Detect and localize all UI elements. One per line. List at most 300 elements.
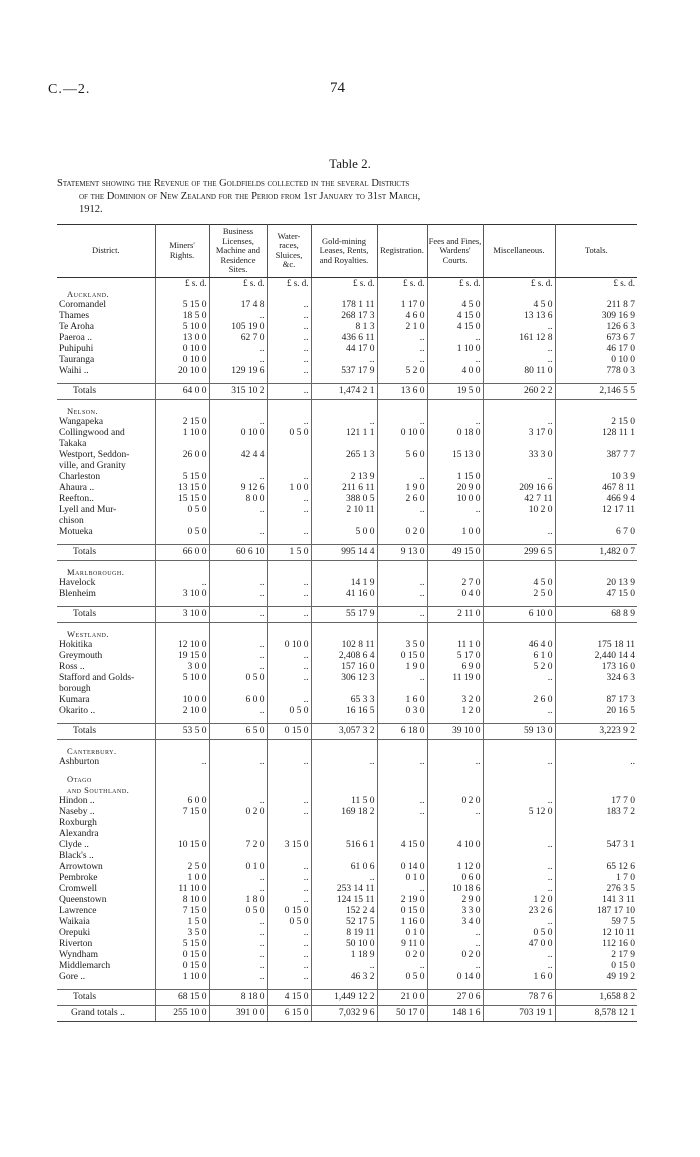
- row-label: Lawrence: [59, 905, 97, 916]
- table-row: [57, 673, 637, 684]
- value-cell: ..: [427, 333, 483, 344]
- row-label: Takaka: [59, 438, 87, 449]
- table-row: [57, 494, 637, 505]
- value-cell: 18 5 0: [155, 311, 209, 322]
- unit-label: £ s. d.: [267, 277, 311, 289]
- value-cell: ..: [483, 472, 555, 483]
- value-cell: 13 13 6: [483, 311, 555, 322]
- row-label: Orepuki: [59, 927, 91, 938]
- value-cell: [155, 851, 209, 862]
- value-cell: 0 15 0: [377, 906, 427, 917]
- value-cell: 124 15 11: [311, 895, 377, 906]
- value-cell: ..: [267, 862, 311, 873]
- value-cell: 0 1 0: [377, 873, 427, 884]
- value-cell: 0 5 0: [209, 906, 267, 917]
- totals-row: [57, 723, 637, 739]
- table-row: [57, 807, 637, 818]
- value-cell: [483, 629, 555, 640]
- row-label: Thames: [59, 310, 90, 321]
- table-row: [57, 428, 637, 439]
- row-label: Cromwell: [59, 883, 97, 894]
- value-cell: ..: [267, 333, 311, 344]
- page-number: 74: [330, 80, 345, 96]
- value-cell: ..: [267, 796, 311, 807]
- value-cell: 0 18 0: [427, 428, 483, 439]
- district-heading-row: [57, 289, 637, 300]
- value-cell: 5 6 0: [377, 450, 427, 461]
- district-heading: Otago: [67, 773, 92, 784]
- value-cell: ..: [209, 344, 267, 355]
- value-cell: [555, 746, 637, 757]
- value-cell: 2 5 0: [155, 862, 209, 873]
- col-totals: Totals.: [555, 225, 637, 278]
- row-label: Ahaura ..: [59, 482, 95, 493]
- value-cell: 0 1 0: [209, 862, 267, 873]
- value-cell: ..: [427, 928, 483, 939]
- value-cell: 309 16 9: [555, 311, 637, 322]
- value-cell: 21 0 0: [377, 989, 427, 1005]
- row-label: Black's ..: [59, 850, 94, 861]
- value-cell: 1 6 0: [483, 972, 555, 983]
- value-cell: 6 18 0: [377, 723, 427, 739]
- value-cell: 1 5 0: [267, 544, 311, 560]
- row-label: Te Aroha: [59, 321, 94, 332]
- value-cell: ..: [377, 606, 427, 622]
- value-cell: ..: [209, 311, 267, 322]
- value-cell: 1 17 0: [377, 300, 427, 311]
- value-cell: 80 11 0: [483, 366, 555, 377]
- value-cell: 5 0 0: [311, 527, 377, 538]
- table-row: [57, 578, 637, 589]
- value-cell: ..: [209, 928, 267, 939]
- table-row: [57, 322, 637, 333]
- table-row: [57, 840, 637, 851]
- value-cell: ..: [483, 344, 555, 355]
- value-cell: [427, 785, 483, 796]
- value-cell: ..: [267, 673, 311, 684]
- value-cell: ..: [267, 662, 311, 673]
- value-cell: 9 13 0: [377, 544, 427, 560]
- value-cell: ..: [209, 606, 267, 622]
- row-label: Arrowtown: [59, 861, 103, 872]
- value-cell: [427, 567, 483, 578]
- table-row: [57, 757, 637, 768]
- value-cell: ..: [267, 311, 311, 322]
- value-cell: 2 15 0: [155, 417, 209, 428]
- value-cell: 324 6 3: [555, 673, 637, 684]
- value-cell: [377, 406, 427, 417]
- value-cell: 0 15 0: [267, 906, 311, 917]
- value-cell: 2,440 14 4: [555, 651, 637, 662]
- value-cell: [155, 629, 209, 640]
- value-cell: ..: [483, 527, 555, 538]
- row-label: Pembroke: [59, 872, 98, 883]
- value-cell: [427, 818, 483, 829]
- value-cell: 53 5 0: [155, 723, 209, 739]
- value-cell: 47 15 0: [555, 589, 637, 600]
- value-cell: [483, 684, 555, 695]
- value-cell: 49 19 2: [555, 972, 637, 983]
- value-cell: ..: [483, 355, 555, 366]
- value-cell: [267, 516, 311, 527]
- row-label: Hindon ..: [59, 795, 95, 806]
- value-cell: ..: [155, 757, 209, 768]
- value-cell: 778 0 3: [555, 366, 637, 377]
- value-cell: 11 1 0: [427, 640, 483, 651]
- value-cell: 60 6 10: [209, 544, 267, 560]
- row-label: Gore ..: [59, 971, 86, 982]
- value-cell: 4 6 0: [377, 311, 427, 322]
- district-heading: Marlborough.: [67, 566, 125, 577]
- value-cell: [267, 818, 311, 829]
- value-cell: 1 0 0: [155, 873, 209, 884]
- value-cell: 141 3 11: [555, 895, 637, 906]
- value-cell: ..: [377, 807, 427, 818]
- value-cell: ..: [483, 961, 555, 972]
- value-cell: [267, 289, 311, 300]
- value-cell: ..: [377, 673, 427, 684]
- unit-label: £ s. d.: [155, 277, 209, 289]
- value-cell: [209, 851, 267, 862]
- table-row: [57, 483, 637, 494]
- value-cell: 1,482 0 7: [555, 544, 637, 560]
- table-row: [57, 461, 637, 472]
- value-cell: 2 19 0: [377, 895, 427, 906]
- value-cell: ..: [311, 757, 377, 768]
- district-heading-row: [57, 567, 637, 578]
- value-cell: 187 17 10: [555, 906, 637, 917]
- value-cell: [155, 406, 209, 417]
- value-cell: 11 19 0: [427, 673, 483, 684]
- value-cell: 64 0 0: [155, 383, 209, 399]
- value-cell: 3 10 0: [155, 589, 209, 600]
- value-cell: 4 15 0: [377, 840, 427, 851]
- value-cell: 5 15 0: [155, 939, 209, 950]
- value-cell: ..: [209, 950, 267, 961]
- value-cell: 1 7 0: [555, 873, 637, 884]
- value-cell: 1 10 0: [155, 972, 209, 983]
- value-cell: ..: [267, 472, 311, 483]
- units-spacer: [57, 277, 155, 289]
- table-row: [57, 344, 637, 355]
- table-row: [57, 895, 637, 906]
- value-cell: 1,449 12 2: [311, 989, 377, 1005]
- value-cell: 61 0 6: [311, 862, 377, 873]
- value-cell: 5 10 0: [155, 322, 209, 333]
- table-row: [57, 695, 637, 706]
- row-label: Totals: [57, 989, 155, 1005]
- value-cell: [267, 567, 311, 578]
- value-cell: [555, 516, 637, 527]
- value-cell: 15 15 0: [155, 494, 209, 505]
- value-cell: 126 6 3: [555, 322, 637, 333]
- row-label: Totals: [57, 544, 155, 560]
- table-row: [57, 961, 637, 972]
- row-label: chison: [59, 515, 84, 526]
- value-cell: ..: [483, 706, 555, 717]
- district-heading: and Southland.: [67, 784, 130, 795]
- value-cell: 253 14 11: [311, 884, 377, 895]
- row-label: Riverton: [59, 938, 93, 949]
- row-label: Wyndham: [59, 949, 99, 960]
- row-label: Alexandra: [59, 828, 99, 839]
- value-cell: [311, 406, 377, 417]
- value-cell: 0 10 0: [555, 355, 637, 366]
- value-cell: [427, 774, 483, 785]
- value-cell: ..: [267, 494, 311, 505]
- value-cell: [377, 785, 427, 796]
- col-fees-fines: Fees and Fines, Wardens' Courts.: [427, 225, 483, 278]
- value-cell: ..: [267, 651, 311, 662]
- value-cell: 20 13 9: [555, 578, 637, 589]
- value-cell: 50 10 0: [311, 939, 377, 950]
- unit-label: £ s. d.: [377, 277, 427, 289]
- value-cell: 2 17 9: [555, 950, 637, 961]
- value-cell: [209, 567, 267, 578]
- value-cell: ..: [155, 578, 209, 589]
- value-cell: 0 14 0: [427, 972, 483, 983]
- value-cell: 65 12 6: [555, 862, 637, 873]
- value-cell: 78 7 6: [483, 989, 555, 1005]
- value-cell: ..: [209, 961, 267, 972]
- value-cell: 3 2 0: [427, 695, 483, 706]
- value-cell: 68 15 0: [155, 989, 209, 1005]
- value-cell: 3 17 0: [483, 428, 555, 439]
- value-cell: [483, 439, 555, 450]
- value-cell: [427, 289, 483, 300]
- value-cell: [555, 818, 637, 829]
- value-cell: 1 15 0: [427, 472, 483, 483]
- value-cell: [209, 629, 267, 640]
- table-row: [57, 300, 637, 311]
- value-cell: ..: [377, 589, 427, 600]
- value-cell: 2 10 11: [311, 505, 377, 516]
- table-row: [57, 311, 637, 322]
- value-cell: 211 8 7: [555, 300, 637, 311]
- value-cell: 0 15 0: [155, 961, 209, 972]
- value-cell: 6 7 0: [555, 527, 637, 538]
- district-heading: Nelson.: [67, 405, 99, 416]
- value-cell: [555, 406, 637, 417]
- value-cell: 211 6 11: [311, 483, 377, 494]
- value-cell: [209, 684, 267, 695]
- value-cell: [209, 516, 267, 527]
- value-cell: ..: [209, 472, 267, 483]
- value-cell: 65 3 3: [311, 695, 377, 706]
- table-row: [57, 472, 637, 483]
- value-cell: 4 15 0: [427, 322, 483, 333]
- value-cell: ..: [209, 527, 267, 538]
- value-cell: 12 10 11: [555, 928, 637, 939]
- value-cell: [155, 461, 209, 472]
- value-cell: 1 6 0: [377, 695, 427, 706]
- value-cell: 4 0 0: [427, 366, 483, 377]
- table-row: [57, 439, 637, 450]
- value-cell: [377, 746, 427, 757]
- district-heading-row: [57, 406, 637, 417]
- value-cell: 3 10 0: [155, 606, 209, 622]
- table-row: [57, 862, 637, 873]
- column-header-row: [57, 225, 637, 278]
- value-cell: 5 15 0: [155, 300, 209, 311]
- value-cell: 0 5 0: [483, 928, 555, 939]
- value-cell: ..: [267, 939, 311, 950]
- value-cell: 0 15 0: [267, 723, 311, 739]
- value-cell: 14 1 9: [311, 578, 377, 589]
- table-row: [57, 917, 637, 928]
- table-row: [57, 333, 637, 344]
- value-cell: 5 17 0: [427, 651, 483, 662]
- value-cell: [377, 851, 427, 862]
- value-cell: [483, 851, 555, 862]
- value-cell: 2 13 9: [311, 472, 377, 483]
- table-row: [57, 818, 637, 829]
- statement-line-3: 1912.: [79, 204, 103, 215]
- value-cell: 17 7 0: [555, 796, 637, 807]
- col-business-licenses: Business Licenses, Machine and Residence Sites.: [209, 225, 267, 278]
- value-cell: ..: [377, 472, 427, 483]
- revenue-table: [57, 224, 637, 1022]
- value-cell: ..: [209, 578, 267, 589]
- row-label: Middlemarch: [59, 960, 111, 971]
- value-cell: 148 1 6: [427, 1005, 483, 1021]
- value-cell: ..: [209, 640, 267, 651]
- value-cell: ..: [267, 895, 311, 906]
- row-label: Tauranga: [59, 354, 95, 365]
- value-cell: 5 15 0: [155, 472, 209, 483]
- value-cell: 173 16 0: [555, 662, 637, 673]
- value-cell: 0 1 0: [377, 928, 427, 939]
- value-cell: 39 10 0: [427, 723, 483, 739]
- value-cell: [555, 439, 637, 450]
- value-cell: [555, 567, 637, 578]
- value-cell: 9 11 0: [377, 939, 427, 950]
- value-cell: [267, 450, 311, 461]
- value-cell: 112 16 0: [555, 939, 637, 950]
- value-cell: ..: [483, 917, 555, 928]
- grand-totals-row: [57, 1005, 637, 1021]
- value-cell: 47 0 0: [483, 939, 555, 950]
- value-cell: [267, 439, 311, 450]
- value-cell: 68 8 9: [555, 606, 637, 622]
- value-cell: 2 6 0: [483, 695, 555, 706]
- value-cell: 6 0 0: [155, 796, 209, 807]
- value-cell: 2 5 0: [483, 589, 555, 600]
- value-cell: [267, 851, 311, 862]
- value-cell: 0 2 0: [427, 796, 483, 807]
- value-cell: 3 0 0: [155, 662, 209, 673]
- value-cell: 547 3 1: [555, 840, 637, 851]
- table-body: [57, 277, 637, 1021]
- value-cell: 1 18 9: [311, 950, 377, 961]
- value-cell: 12 17 11: [555, 505, 637, 516]
- value-cell: 1 9 0: [377, 662, 427, 673]
- units-row: [57, 277, 637, 289]
- value-cell: ..: [267, 695, 311, 706]
- value-cell: ..: [267, 807, 311, 818]
- col-water-races: Water-races, Sluices, &c.: [267, 225, 311, 278]
- value-cell: ..: [209, 757, 267, 768]
- value-cell: [555, 289, 637, 300]
- value-cell: [155, 684, 209, 695]
- statement-heading: [57, 177, 637, 216]
- value-cell: 11 10 0: [155, 884, 209, 895]
- value-cell: [427, 516, 483, 527]
- row-label: Ashburton: [59, 756, 100, 767]
- value-cell: [155, 439, 209, 450]
- value-cell: ..: [209, 706, 267, 717]
- value-cell: ..: [555, 757, 637, 768]
- value-cell: 10 3 9: [555, 472, 637, 483]
- value-cell: [427, 851, 483, 862]
- statement-line-1: Statement showing the Revenue of the Goldfields collected in the several Districts: [57, 178, 410, 189]
- value-cell: ..: [483, 950, 555, 961]
- value-cell: [311, 516, 377, 527]
- value-cell: 0 15 0: [555, 961, 637, 972]
- value-cell: 1,474 2 1: [311, 383, 377, 399]
- row-label: Coromandel: [59, 299, 106, 310]
- value-cell: 0 15 0: [377, 651, 427, 662]
- value-cell: [483, 406, 555, 417]
- value-cell: [483, 746, 555, 757]
- value-cell: ..: [427, 505, 483, 516]
- value-cell: 0 2 0: [209, 807, 267, 818]
- value-cell: [311, 829, 377, 840]
- value-cell: [209, 406, 267, 417]
- table-row: [57, 450, 637, 461]
- value-cell: [483, 774, 555, 785]
- value-cell: 3 5 0: [377, 640, 427, 651]
- value-cell: 2 7 0: [427, 578, 483, 589]
- value-cell: [555, 774, 637, 785]
- value-cell: 121 1 1: [311, 428, 377, 439]
- value-cell: [483, 461, 555, 472]
- value-cell: 6 15 0: [267, 1005, 311, 1021]
- value-cell: 3 3 0: [427, 906, 483, 917]
- value-cell: [427, 461, 483, 472]
- value-cell: ..: [267, 928, 311, 939]
- value-cell: 1 9 0: [377, 483, 427, 494]
- value-cell: [209, 785, 267, 796]
- value-cell: ..: [209, 589, 267, 600]
- value-cell: 537 17 9: [311, 366, 377, 377]
- value-cell: 161 12 8: [483, 333, 555, 344]
- row-label: Puhipuhi: [59, 343, 94, 354]
- value-cell: [209, 289, 267, 300]
- value-cell: 12 10 0: [155, 640, 209, 651]
- value-cell: 1 12 0: [427, 862, 483, 873]
- col-miners-rights: Miners' Rights.: [155, 225, 209, 278]
- table-row: [57, 589, 637, 600]
- value-cell: [377, 629, 427, 640]
- value-cell: [209, 818, 267, 829]
- value-cell: 26 0 0: [155, 450, 209, 461]
- value-cell: [209, 829, 267, 840]
- row-label: Westport, Seddon-: [59, 449, 130, 460]
- table-row: [57, 829, 637, 840]
- value-cell: 3,223 9 2: [555, 723, 637, 739]
- value-cell: 2 10 0: [155, 706, 209, 717]
- value-cell: 7 2 0: [209, 840, 267, 851]
- value-cell: 7 15 0: [155, 807, 209, 818]
- value-cell: 0 10 0: [155, 355, 209, 366]
- district-heading: Canterbury.: [67, 745, 117, 756]
- district-heading-row: [57, 746, 637, 757]
- row-label: Greymouth: [59, 650, 103, 661]
- value-cell: ..: [483, 673, 555, 684]
- value-cell: 0 2 0: [377, 527, 427, 538]
- value-cell: 436 6 11: [311, 333, 377, 344]
